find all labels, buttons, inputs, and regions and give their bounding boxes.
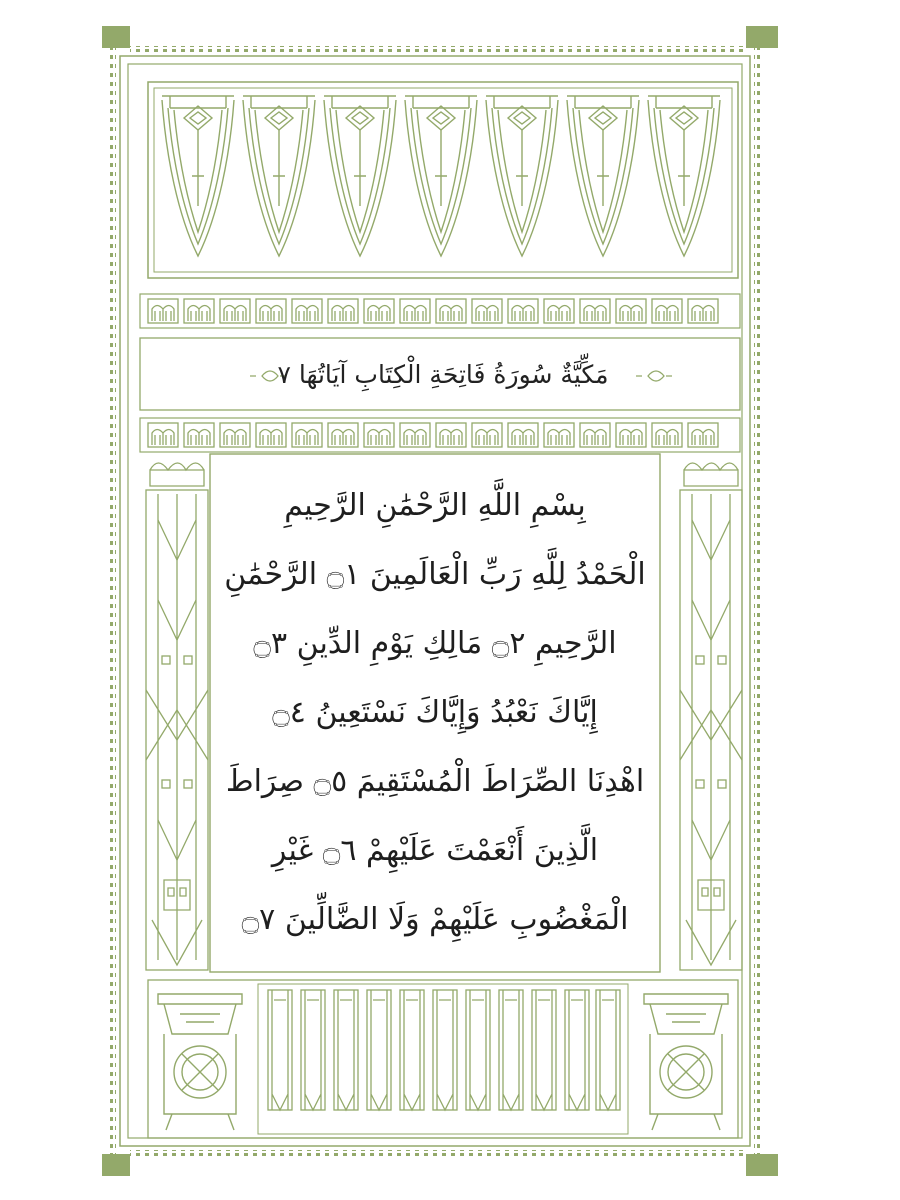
surah-title-band	[148, 340, 738, 408]
verse-line: اهْدِنَا الصِّرَاطَ الْمُسْتَقِيمَ ۝٥ صِرَاطَ	[225, 764, 645, 799]
surah-title: مَكِّيَّةٌ سُورَةُ فَاتِحَةِ الْكِتَابِ آيَاتُهَا ٧	[277, 359, 609, 389]
verse-line: الَّذِينَ أَنْعَمْتَ عَلَيْهِمْ ۝٦ غَيْرِ	[271, 833, 599, 868]
verse-line: الرَّحِيمِ ۝٢ مَالِكِ يَوْمِ الدِّينِ ۝٣	[253, 626, 617, 661]
verse-line: الْمَغْضُوبِ عَلَيْهِمْ وَلَا الضَّالِّينَ ۝٧	[241, 902, 629, 937]
verse-panel	[213, 457, 657, 969]
verse-line: الْحَمْدُ لِلَّهِ رَبِّ الْعَالَمِينَ ۝١ الرَّحْمَٰنِ	[224, 557, 646, 592]
verse-line: إِيَّاكَ نَعْبُدُ وَإِيَّاكَ نَسْتَعِينُ ۝٤	[272, 695, 598, 730]
basmala-line: بِسْمِ اللَّهِ الرَّحْمَٰنِ الرَّحِيمِ	[284, 488, 586, 523]
